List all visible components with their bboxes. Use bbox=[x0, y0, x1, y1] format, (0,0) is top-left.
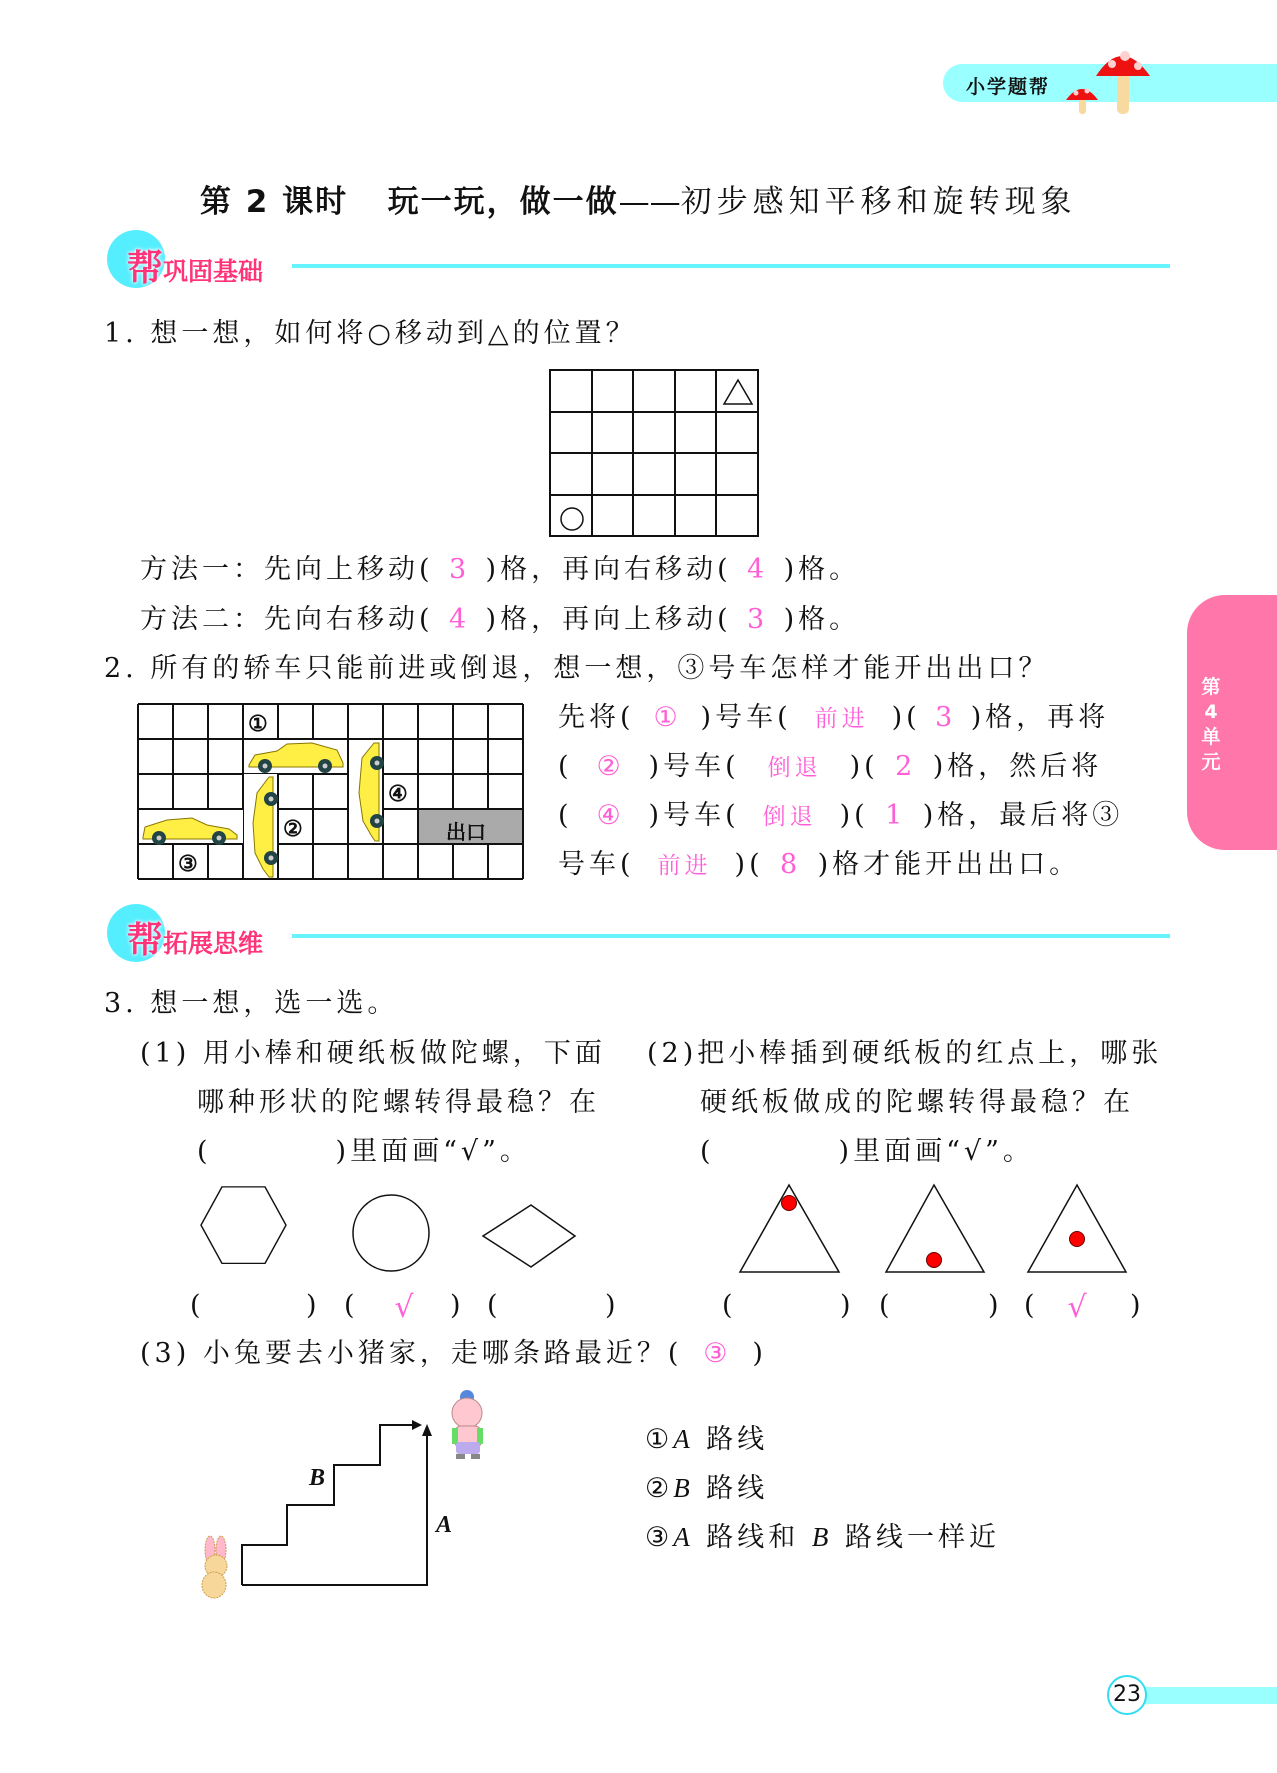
section-header-extension bbox=[127, 912, 263, 963]
q3-part2-line2: 硬纸板做成的陀螺转得最稳？在 bbox=[700, 1087, 1134, 1118]
answer-blank: 3 bbox=[935, 702, 957, 733]
q1-method1: 方法一：先向上移动( 3 )格，再向右移动( 4 )格。 bbox=[140, 554, 861, 585]
route-diagram bbox=[180, 1380, 500, 1610]
circle-icon bbox=[553, 498, 591, 536]
q2-line-1: 先将( ① )号车( 前进 )( 3 )格，再将 bbox=[558, 702, 1110, 733]
q2-prompt: 2. 所有的轿车只能前进或倒退，想一想，③号车怎样才能开出出口？ bbox=[104, 653, 1050, 684]
section-title: 拓展思维 bbox=[163, 929, 264, 958]
triangle-dot-center bbox=[1028, 1185, 1126, 1272]
section-divider bbox=[292, 934, 1170, 938]
red-dot bbox=[927, 1253, 942, 1268]
q2-line-2: ( ② )号车( 倒退 )( 2 )格，然后将 bbox=[558, 751, 1103, 782]
parking-grid bbox=[137, 703, 524, 880]
answer-triangle-center: √ bbox=[1067, 1290, 1087, 1325]
q2-line-3: ( ④ )号车( 倒退 )( 1 )格，最后将③ bbox=[558, 800, 1124, 831]
rhombus-shape bbox=[483, 1205, 575, 1267]
red-dot bbox=[782, 1196, 797, 1211]
answer-blank: 倒退 bbox=[767, 755, 822, 781]
page-title bbox=[200, 176, 1077, 221]
answer-blank: 8 bbox=[780, 849, 802, 880]
q1-prompt: 1. 想一想，如何将○移动到△的位置？ bbox=[104, 318, 637, 349]
route-a bbox=[242, 1428, 427, 1585]
triangle-icon bbox=[719, 373, 757, 411]
car-2-label: ② bbox=[283, 816, 303, 842]
q3-part1-line1: (1) 用小棒和硬纸板做陀螺，下面 bbox=[140, 1038, 606, 1069]
section-divider bbox=[292, 264, 1170, 268]
section-title: 巩固基础 bbox=[163, 257, 264, 286]
q3-prompt: 3. 想一想，选一选。 bbox=[104, 988, 399, 1019]
car-1-label: ① bbox=[248, 711, 268, 737]
hexagon-shape bbox=[201, 1187, 286, 1264]
q3-part2-line1: (2)把小棒插到硬纸板的红点上，哪张 bbox=[647, 1038, 1163, 1069]
red-dot bbox=[1070, 1232, 1085, 1247]
answer-blank: 1 bbox=[885, 800, 907, 831]
answer-blank: 倒退 bbox=[762, 804, 817, 830]
q3-part2-line3: ( )里面画“√”。 bbox=[700, 1136, 1034, 1167]
footer-pill bbox=[1140, 1687, 1277, 1704]
brand-label: 小学题帮 bbox=[966, 76, 1051, 98]
q1-grid bbox=[549, 369, 759, 537]
answer-blank: 前进 bbox=[657, 853, 712, 879]
route-a-label: A bbox=[436, 1512, 453, 1538]
circle-shape bbox=[353, 1195, 429, 1271]
exit-label: 出口 bbox=[446, 820, 486, 844]
q1-method2: 方法二：先向右移动( 4 )格，再向上移动( 3 )格。 bbox=[140, 604, 861, 635]
answer-blank: ③ bbox=[703, 1338, 732, 1369]
mushroom-icon bbox=[1060, 42, 1160, 116]
page-number: 23 bbox=[1107, 1675, 1147, 1715]
unit-tab-label: 第4单元 bbox=[1201, 676, 1221, 773]
lesson-number: 第 2 课时 bbox=[200, 184, 349, 220]
q3-part1-line2: 哪种形状的陀螺转得最稳？在 bbox=[197, 1087, 600, 1118]
q3-part3-prompt: (3) 小兔要去小猪家，走哪条路最近？( ③ ) bbox=[140, 1338, 767, 1369]
answer-blank: 4 bbox=[448, 604, 471, 635]
section-header-basics bbox=[127, 240, 263, 291]
route-b bbox=[242, 1425, 418, 1585]
answer-blank: ① bbox=[653, 702, 682, 733]
q2-line-4: 号车( 前进 )( 8 )格才能开出出口。 bbox=[558, 849, 1081, 880]
answer-blank: 前进 bbox=[814, 706, 869, 732]
pig-icon bbox=[452, 1390, 483, 1459]
q3-part1-line3: ( )里面画“√”。 bbox=[197, 1136, 531, 1167]
answer-circle: √ bbox=[394, 1290, 414, 1325]
lesson-main-title: 玩一玩，做一做 bbox=[387, 184, 619, 220]
answer-blank: 3 bbox=[448, 554, 471, 585]
title-dash: —— bbox=[618, 184, 681, 220]
answer-blank: ② bbox=[596, 751, 625, 782]
answer-blank: 4 bbox=[747, 554, 769, 585]
car-4-label: ④ bbox=[388, 781, 408, 807]
rabbit-icon bbox=[202, 1536, 227, 1598]
route-option-3: ③A 路线和 B 路线一样近 bbox=[645, 1522, 1000, 1553]
q3-part1-shapes bbox=[190, 1180, 610, 1280]
route-option-1: ①A 路线 bbox=[645, 1424, 769, 1455]
lesson-subtitle: 初步感知平移和旋转现象 bbox=[680, 184, 1077, 220]
answer-blank: 2 bbox=[895, 751, 917, 782]
route-option-2: ②B 路线 bbox=[645, 1473, 769, 1504]
section-badge: 帮 bbox=[127, 920, 164, 961]
answer-blank: ④ bbox=[596, 800, 625, 831]
section-badge: 帮 bbox=[127, 248, 164, 289]
q3-part2-shapes bbox=[735, 1180, 1135, 1280]
answer-blank: 3 bbox=[747, 604, 769, 635]
route-b-label: B bbox=[309, 1465, 326, 1491]
car-3-label: ③ bbox=[178, 851, 198, 877]
